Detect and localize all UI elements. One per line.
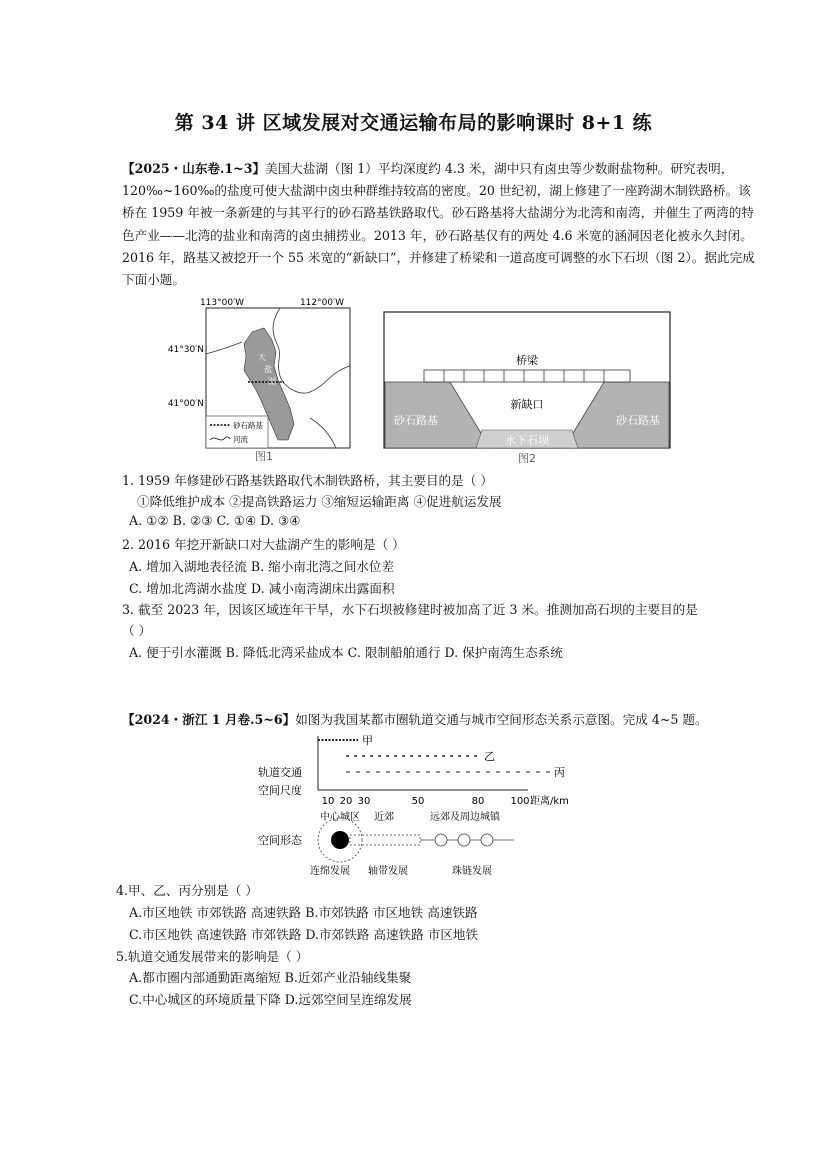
tick-80: 80 <box>471 796 485 807</box>
section2-intro <box>122 709 708 728</box>
figure-1-caption: 图1 <box>255 450 273 463</box>
legend-river-label: 河流 <box>233 435 248 444</box>
zone-far-label: 远郊及周边城镇 <box>430 812 500 823</box>
question-5-options-row2[interactable]: C.中心城区的环境质量下降 D.远郊空间呈连绵发展 <box>129 992 412 1007</box>
line-c-label: 丙 <box>554 766 565 779</box>
section2-source: 【2024・浙江 1 月卷.5~6】 <box>122 712 296 727</box>
figure-1-map <box>160 294 360 466</box>
question-5-stem: 5.轨道交通发展带来的影响是（ ） <box>116 949 309 964</box>
bead-town-2 <box>458 834 470 846</box>
question-3-stem-cont: （ ） <box>122 623 152 638</box>
line-b-label: 乙 <box>484 750 495 763</box>
tick-30: 30 <box>357 796 371 807</box>
zone-center-label: 中心城区 <box>320 812 360 823</box>
dam-label: 水下石坝 <box>505 434 549 447</box>
bead-town-3 <box>481 834 493 846</box>
section2-paragraph: 如图为我国某都市圈轨道交通与城市空间形态关系示意图。完成 4~5 题。 <box>295 712 708 727</box>
row-form-label: 空间形态 <box>258 834 302 847</box>
embankment-right-label: 砂石路基 <box>616 414 660 427</box>
question-3-options[interactable]: A. 便于引水灌溉 B. 降低北湾采盐成本 C. 限制船舶通行 D. 保护南湾生态系统 <box>129 645 563 660</box>
center-city-dot <box>331 831 349 849</box>
bridge-deck <box>424 370 630 382</box>
bridge-label: 桥梁 <box>516 354 538 367</box>
legend-railway-label: 砂石路基 <box>233 421 263 430</box>
lon-left-label: 113°00′W <box>199 298 245 308</box>
row-scale-label: 空间尺度 <box>258 784 302 797</box>
question-2-options-row2[interactable]: C. 增加北湾湖水盐度 D. 减小南湾湖床出露面积 <box>129 581 395 596</box>
gap-label: 新缺口 <box>510 398 544 411</box>
lake-label-2: 盐 <box>264 365 272 374</box>
lat-bottom-label: 41°00′N <box>167 399 204 409</box>
section1-intro <box>122 158 762 291</box>
axis-unit-label: 距离/km <box>530 796 569 807</box>
lake-label-1: 大 <box>258 353 266 362</box>
question-1-options[interactable]: A. ①② B. ②③ C. ①④ D. ③④ <box>129 513 301 528</box>
lat-top-label: 41°30′N <box>167 345 204 355</box>
tick-10: 10 <box>321 796 335 807</box>
question-4-stem: 4.甲、乙、丙分别是（ ） <box>116 883 258 898</box>
figure-3-rail-diagram <box>258 728 588 876</box>
row-rail-label: 轨道交通 <box>258 766 302 779</box>
axis-belt <box>350 835 420 845</box>
question-2-options-row1[interactable]: A. 增加入湖地表径流 B. 缩小南北湾之间水位差 <box>129 559 395 574</box>
form-2-label: 轴带发展 <box>368 866 408 876</box>
page-title: 第 34 讲 区域发展对交通运输布局的影响课时 8+1 练 <box>174 112 653 134</box>
bead-town-1 <box>435 834 447 846</box>
question-5-options-row1[interactable]: A.都市圈内部通勤距离缩短 B.近郊产业沿轴线集聚 <box>129 970 412 985</box>
figure-2-caption: 图2 <box>518 452 536 465</box>
figure-2-cross-section <box>378 308 678 466</box>
lon-right-label: 112°00′W <box>299 298 345 308</box>
embankment-left-label: 砂石路基 <box>394 414 438 427</box>
tick-20: 20 <box>339 796 353 807</box>
question-1-stem: 1. 1959 年修建砂石路基铁路取代木制铁路桥，其主要目的是（ ） <box>122 473 493 488</box>
question-3-stem: 3. 截至 2023 年，因该区域连年干旱，水下石坝被修建时被加高了近 3 米。推测加高石坝的主要目的是 <box>122 602 698 617</box>
section1-paragraph: 美国大盐湖（图 1）平均深度约 4.3 米，湖中只有卤虫等少数耐盐物种。研究表明，120‰~160‰的盐度可使大盐湖中卤虫种群维持较高的密度。20 世纪初，湖上修建了一座跨湖木制铁路桥。该桥在 1959 年被一条新建的与其平行的砂石路基铁路取代。砂石路基将大盐湖分为北湾和南湾，并催生了两湾的特色产业——北湾的盐业和南湾的卤虫捕捞业。2013 年，砂石路基仅有的两处 4.6 米宽的涵洞因老化被永久封闭。2016 年，路基又被挖开一个 55 米宽的“新缺口”，并修建了桥梁和一道高度可调整的水下石坝（图 2）。据此完成下面小题。 <box>122 161 755 288</box>
form-3-label: 珠链发展 <box>452 866 492 876</box>
question-4-options-row2[interactable]: C.市区地铁 高速铁路 市郊铁路 D.市郊铁路 高速铁路 市区地铁 <box>129 927 479 942</box>
tick-100: 100 <box>510 796 530 807</box>
zone-near-label: 近郊 <box>374 812 394 823</box>
tick-50: 50 <box>411 796 425 807</box>
form-1-label: 连绵发展 <box>310 866 350 876</box>
line-a-label: 甲 <box>362 734 373 747</box>
question-2-stem: 2. 2016 年挖开新缺口对大盐湖产生的影响是（ ） <box>122 537 405 552</box>
section1-source: 【2025・山东卷.1~3】 <box>122 161 266 176</box>
lake-label-3: 湖 <box>268 377 276 386</box>
question-1-items: ①降低维护成本 ②提高铁路运力 ③缩短运输距离 ④促进航运发展 <box>137 494 502 509</box>
question-4-options-row1[interactable]: A.市区地铁 市郊铁路 高速铁路 B.市郊铁路 市区地铁 高速铁路 <box>129 905 478 920</box>
